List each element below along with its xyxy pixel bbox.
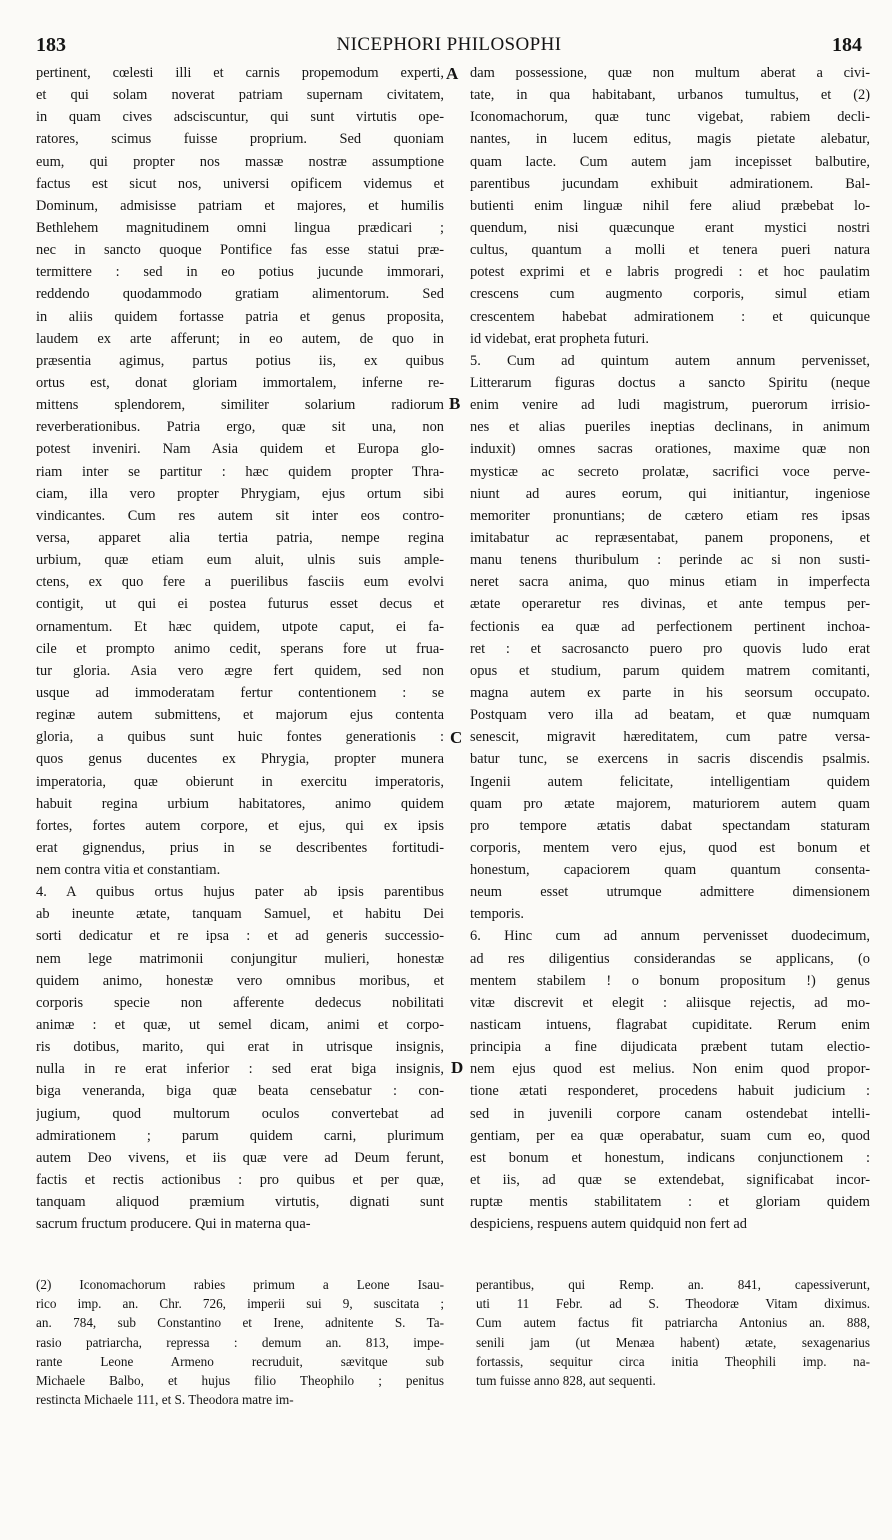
text-line: versa, apparet alia tertia patria, nempe regina (36, 529, 444, 546)
text-line: pertinent, cœlesti illi et carnis propemodum experti, (36, 65, 444, 81)
text-line: quendum, nisi quæcunque erant mystici nostri (470, 219, 870, 236)
text-line: butienti enim linguæ nihil fere aliud præbebat lo- (470, 197, 870, 214)
text-line: niunt ad aures eorum, qui initiantur, ingeniose (470, 485, 870, 502)
text-line: 6. Hinc cum ad annum pervenisset duodecimum, (470, 928, 870, 945)
text-line: 4. A quibus ortus hujus pater ab ipsis parentibus (36, 884, 444, 901)
text-line: fectionis ea quæ ad perfectionem pertinent inchoa- (470, 618, 870, 635)
text-line: Dominum, admisisse patriam et majores, et humilis (36, 197, 444, 214)
footnote-line: Michaele Balbo, et hujus filio Theophilo ; penitus (36, 1372, 444, 1388)
footnote-line: rasio patriarcha, repressa : demum an. 813, impe- (36, 1334, 444, 1350)
text-line: ciam, illa vero propter Phrygiam, ejus ortum sibi (36, 485, 444, 502)
text-line: batur tunc, se exercens in sacris discendis psalmis. (470, 751, 870, 768)
footnote-line: an. 784, sub Constantino et Irene, adnitente S. Ta- (36, 1315, 444, 1331)
text-line: manu tenens thuribulum : perinde ac si non susti- (470, 552, 870, 569)
text-line: induxit) omnes sacras orationes, maxime quæ non (470, 441, 870, 458)
text-line: animæ : et quæ, ut semel dicam, animi et corpo- (36, 1017, 444, 1034)
footnote-line: rico imp. an. Chr. 726, imperii sui 9, suscitata ; (36, 1296, 444, 1312)
text-line: contigit, ut qui ei postea futurus esset decus et (36, 596, 444, 613)
text-line: præsentia agimus, partus potius iis, ex quibus (36, 352, 444, 369)
text-line: reginæ autem submittens, et majorum ejus contenta (36, 707, 444, 724)
text-line: ab ineunte ætate, tanquam Samuel, et habitu Dei (36, 906, 444, 923)
text-line: riam inter se partitur : hæc quidem propter Thra- (36, 463, 444, 480)
footnote-line: Cum autem factus fit patriarcha Antonius an. 888, (476, 1315, 870, 1331)
text-line: nem contra vitia et constantiam. (36, 862, 221, 879)
footnote-left (36, 1275, 444, 1409)
text-line: ratores, scimus fuisse proprium. Sed quoniam (36, 131, 444, 148)
text-line: 5. Cum ad quintum autem annum pervenisset, (470, 352, 870, 369)
text-line: opus et studium, parum quidem matrem comitanti, (470, 662, 870, 679)
section-marker-c: C (450, 728, 463, 747)
text-line: imperatoria, quæ obierunt in exercitu imperatoris, (36, 773, 444, 790)
text-line: honestum, capaciorem quam quantum consenta- (470, 862, 870, 879)
text-line: admirationem ; parum quidem carni, plurimum (36, 1127, 444, 1144)
text-line: nantes, in lucem editus, magis pietate alebatur, (470, 131, 870, 148)
text-line: ornamentum. Et hæc quidem, utpote caput, ei fa- (36, 618, 444, 635)
text-line: crescentem habebat admirationem : et quicunque (470, 308, 870, 325)
text-line: imitabatur ac repræsentabat, panem proponens, et (470, 529, 870, 546)
page-number-right: 184 (832, 34, 862, 56)
text-line: sacrum fructum producere. Qui in materna qua- (36, 1216, 311, 1233)
text-line: nasticam intuens, flagrabat cupiditate. Rerum enim (470, 1017, 870, 1034)
text-line: quam lacte. Cum autem jam incepisset balbutire, (470, 153, 870, 170)
footnote-line: (2) Iconomachorum rabies primum a Leone Isau- (36, 1277, 444, 1292)
text-line: enim venire ad ludi magistrum, puerorum irrisio- (470, 397, 870, 414)
text-line: nes et alias pueriles ineptias declinans, in animum (470, 419, 870, 436)
text-line: despiciens, respuens autem quidquid non fert ad (470, 1216, 747, 1233)
text-line: Postquam vero illa ad beatam, et quæ numquam (470, 707, 870, 724)
text-line: reverberationibus. Patria ergo, quæ sit una, non (36, 419, 444, 436)
text-line: Bethlehem magnitudinem omni lingua prædicari ; (36, 219, 444, 236)
text-line: neret sacra anima, quo minus etiam in imperfecta (470, 574, 870, 591)
text-line: mittens splendorem, similiter solarium radiorum (36, 397, 444, 414)
text-line: quam pro ætate majorem, maturiorem autem quam (470, 795, 870, 812)
footnote-line: tum fuisse anno 828, aut sequenti. (476, 1372, 656, 1388)
text-line: cultus, quantum a molli et tenera pueri natura (470, 242, 870, 259)
text-line: habuit regina urbium habitatores, animo quidem (36, 795, 444, 812)
section-marker-b: B (449, 394, 461, 413)
text-line: ætate operaretur res divinas, et ante tempus per- (470, 596, 870, 613)
text-line: magna autem ex parte in his seorsum occupato. (470, 684, 870, 701)
text-line: gloria, a quibus sunt huic fontes generationis : (36, 729, 444, 746)
text-line: in aliis quidem fortasse patria et genus proposita, (36, 308, 444, 325)
text-line: jugium, quod multorum oculos convertebat ad (36, 1105, 444, 1122)
text-line: ret : et sacrosancto puero pro quovis ludo erat (470, 640, 870, 657)
text-line: id videbat, erat propheta futuri. (470, 330, 650, 347)
text-line: vindicantes. Cum res autem sit inter eos contro- (36, 507, 444, 524)
text-line: reddendo quodammodo gratiam alimentorum. Sed (36, 286, 444, 303)
text-line: corporis, mentem vero ejus, quod est bonum et (470, 839, 870, 856)
text-line: potest inveniri. Nam Asia quidem et Europa glo- (36, 441, 444, 458)
text-line: factus est sicut nos, universi opificem videmus et (36, 175, 444, 192)
text-line: nem lege matrimonii conjungitur mulieri, honestæ (36, 950, 444, 967)
section-marker-a: A (446, 64, 459, 83)
text-line: sed in juvenili corpore canam ostendebat intelli- (470, 1105, 870, 1122)
right-column (470, 62, 870, 1235)
footnote-line: fortassis, sequitur circa initia Theophili imp. na- (476, 1353, 870, 1369)
text-line: potest exprimi et e labris progredi : et hoc paulatim (470, 264, 870, 281)
section-marker-d: D (451, 1058, 464, 1077)
text-line: mysticæ ac secreto prolatæ, sacrifici voce perve- (470, 463, 870, 480)
text-line: biga veneranda, biga quæ beata censebatur : con- (36, 1083, 444, 1100)
text-line: termittere : sed in eo potius jucunde immorari, (36, 264, 444, 281)
text-line: factis et rectis actionibus : pro quibus et per quæ, (36, 1172, 444, 1189)
text-line: tanquam aliquod præmium virtutis, dignati sunt (36, 1194, 444, 1211)
text-line: et qui solam noverat patriam supernam civitatem, (36, 87, 444, 104)
text-line: cile et prompto animo cedit, sperans fore ut frua- (36, 640, 444, 657)
text-line: ruptæ mentis stabilitatem : et gloriam quidem (470, 1194, 870, 1211)
text-line: usque ad immoderatam fertur contentionem : se (36, 684, 444, 701)
text-line: memoriter pronuntians; de cætero etiam res ipsas (470, 507, 870, 524)
text-line: nec in sancto quoque Pontifice fas esse statui præ- (36, 242, 444, 259)
text-line: principia a fine dijudicata præbent tutam electio- (470, 1039, 870, 1056)
footnote-line: uti 11 Febr. ad S. Theodoræ Vitam diximus. (476, 1296, 870, 1312)
page-header (36, 34, 862, 58)
footnote-line: senili jam (ut Menæa habent) ætate, sexagenarius (476, 1334, 870, 1350)
text-line: quidem animo, honestæ vero omnibus moribus, et (36, 972, 444, 989)
text-line: est bonum et honestum, indicans conjunctionem : (470, 1149, 870, 1166)
text-line: crescens cum augmento corporis, simul etiam (470, 286, 870, 303)
footnote-line: restincta Michaele 111, et S. Theodora matre im- (36, 1392, 294, 1408)
text-line: fortes, fortes autem corpore, et ejus, qui ex ipsis (36, 817, 444, 834)
text-line: in quam cives adsciscuntur, qui sunt virtutis ope- (36, 109, 444, 126)
text-line: eum, qui propter nos massæ nostræ assumptione (36, 153, 444, 170)
text-line: sorti dedicatur et re ipsa : et ad generis successio- (36, 928, 444, 945)
text-line: tate, in qua habitabant, urbanos tumultus, et (2) (470, 87, 870, 104)
text-line: nem ejus quod est melius. Non enim quod propor- (470, 1061, 870, 1078)
text-line: vitæ discrevit et elegit : aliisque rejectis, ad mo- (470, 994, 870, 1011)
text-line: urbium, quæ etiam eum aluit, ulnis suis ample- (36, 552, 444, 569)
text-line: Litterarum figuras doctus a sancto Spiritu (neque (470, 374, 870, 391)
text-line: ortus est, donat gloriam immortalem, inferne re- (36, 374, 444, 391)
footnote-right (476, 1275, 870, 1390)
text-line: erat gignendus, prius in se describentes fortitudi- (36, 839, 444, 856)
text-line: temporis. (470, 906, 524, 923)
left-column (36, 62, 444, 1235)
text-line: pro tempore ætatis dabat spectandam staturam (470, 817, 870, 834)
text-line: ris dotibus, marito, qui erat in utrisque insignis, (36, 1039, 444, 1056)
text-line: tione ætati responderet, procedens habuit judicium : (470, 1083, 870, 1100)
text-line: corporis specie non afferente dedecus nobilitati (36, 994, 444, 1011)
running-title: NICEPHORI PHILOSOPHI (336, 34, 562, 55)
text-line: parentibus jucundam exhibuit admirationem. Bal- (470, 175, 870, 192)
text-line: et iis, ad quæ se extendebat, significabat incor- (470, 1172, 870, 1189)
footnote-line: rante Leone Armeno recruduit, sævitque sub (36, 1353, 444, 1369)
text-line: senescit, migravit hæreditatem, cum patre versa- (470, 729, 870, 746)
text-line: tur gloria. Asia vero ægre fert quidem, sed non (36, 662, 444, 679)
text-line: ad res diligentius considerandas se applicans, (o (470, 950, 870, 967)
text-line: ctens, ex quo fere a puerilibus fasciis eum evolvi (36, 574, 444, 591)
footnote-line: perantibus, qui Remp. an. 841, capessiverunt, (476, 1277, 870, 1292)
text-line: gentiam, per ea quæ operabatur, suam cum eo, quod (470, 1127, 870, 1144)
text-line: mentem stabilem ! o bonum propositum !) genus (470, 972, 870, 989)
text-line: quos genus ducentes ex Phrygia, propter munera (36, 751, 444, 768)
text-line: neum esset utrumque admittere dimensionem (470, 884, 870, 901)
text-line: dam possessione, quæ non multum aberat a civi- (470, 65, 870, 81)
text-line: autem Deo vivens, et iis quæ vere ad Deum ferunt, (36, 1149, 444, 1166)
text-line: nulla in re erat inferior : sed erat biga insignis, (36, 1061, 444, 1078)
text-line: laudem ex arte afferunt; in eo autem, de quo in (36, 330, 444, 347)
page-number-left: 183 (36, 34, 66, 56)
text-line: Iconomachorum, quæ tunc vigebat, rabiem decli- (470, 109, 870, 126)
text-line: Ingenii autem felicitate, intelligentiam quidem (470, 773, 870, 790)
